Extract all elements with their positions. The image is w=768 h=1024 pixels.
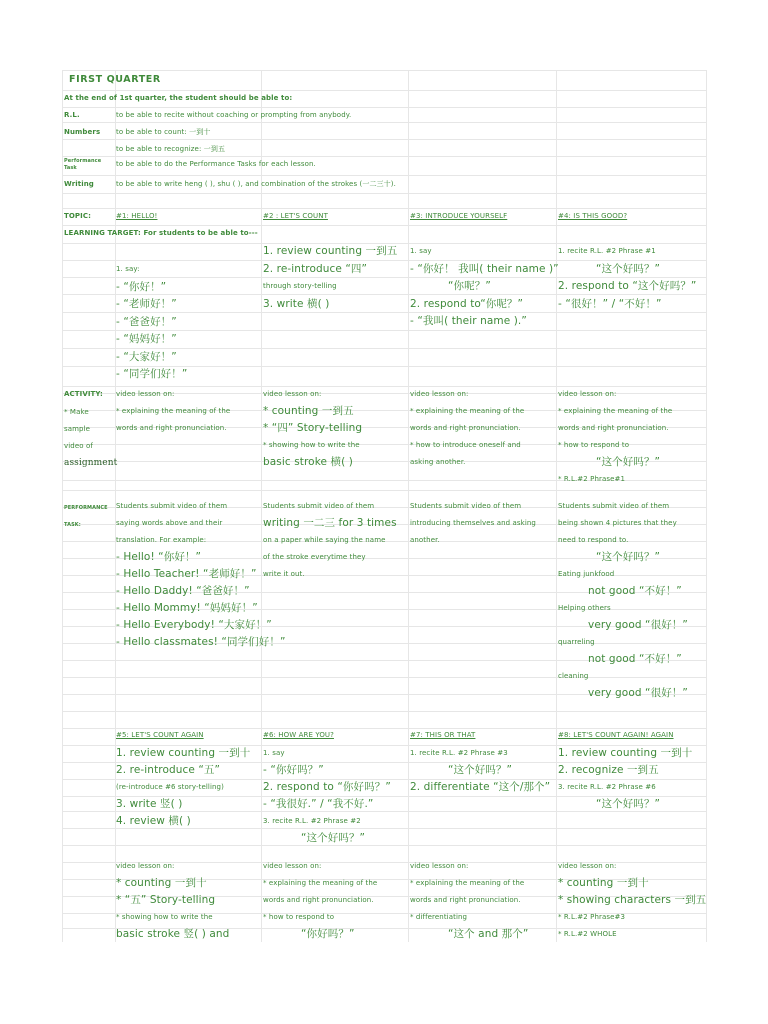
learning-target-item: 1. recite R.L. #2 Phrase #1 (558, 247, 656, 255)
learning-target-item: 2. re-introduce “四” (263, 262, 368, 275)
performance-item: Eating junkfood (558, 570, 615, 578)
performance-item: - Hello Everybody! “大家好！” (116, 619, 272, 631)
activity-item: * R.L.#2 Phrase#3 (558, 913, 626, 921)
learning-target-item: 2. respond to “你好吗？” (263, 781, 391, 793)
objective-label: Numbers (64, 128, 101, 136)
learning-target-item: through story-telling (263, 282, 337, 290)
activity-item: words and right pronunciation. (410, 424, 521, 432)
activity-item: * explaining the meaning of the (263, 879, 378, 887)
topic-title: #3: INTRODUCE YOURSELF (410, 212, 508, 220)
learning-target-item: 1. say (410, 247, 432, 255)
learning-target-item: - “我很好.” / “我不好.” (263, 798, 374, 810)
learning-target-item: - “你好！” (116, 280, 167, 293)
activity-item: * showing characters 一到五 (558, 894, 707, 906)
activity-item: video lesson on: (263, 390, 322, 398)
learning-target-item: - “妈妈好！” (116, 333, 177, 345)
learning-target-label: LEARNING TARGET: For students to be able to--- (64, 229, 258, 237)
activity-side-note: sample (64, 425, 91, 433)
learning-target-item: - “我叫( their name ).” (410, 315, 527, 327)
performance-item: very good “很好！” (588, 687, 688, 699)
activity-item: basic stroke 横( ) (263, 456, 353, 468)
activity-item: video lesson on: (410, 390, 469, 398)
performance-item: not good “不好！” (588, 585, 682, 597)
learning-target-item: “这个好吗？” (596, 798, 661, 810)
objective-text: to be able to recognize: 一到五 (116, 145, 226, 153)
activity-item: * differentiating (410, 913, 468, 921)
learning-target-item: 1. say (263, 749, 285, 757)
learning-target-item: - “爸爸好！” (116, 315, 177, 328)
activity-item: video lesson on: (558, 390, 617, 398)
performance-item: - Hello classmates! “同学们好！” (116, 636, 286, 648)
activity-item: “这个好吗？” (596, 456, 661, 468)
performance-item: introducing themselves and asking (410, 519, 536, 527)
performance-item: cleaning (558, 672, 589, 680)
activity-item: * counting 一到十 (558, 877, 649, 889)
page-title: FIRST QUARTER (69, 74, 161, 85)
activity-item: * showing how to write the (263, 441, 360, 449)
learning-target-item: - “老师好！” (116, 298, 177, 310)
performance-item: “这个好吗？” (596, 551, 661, 563)
objective-text: to be able to do the Performance Tasks for each lesson. (116, 160, 316, 168)
learning-target-item: 2. re-introduce “五” (116, 764, 221, 776)
learning-target-item: - “很好！” / “不好！” (558, 297, 662, 310)
grid-row-line (62, 490, 706, 491)
activity-item: * how to respond to (263, 913, 335, 921)
learning-target-item: - “你好吗？” (263, 764, 324, 776)
learning-target-item: 1. recite R.L. #2 Phrase #3 (410, 749, 508, 757)
performance-item: need to respond to. (558, 536, 629, 544)
grid-col-line (706, 70, 707, 942)
learning-target-item: 4. review 横( ) (116, 815, 191, 827)
learning-target-item: 2. respond to “这个好吗？” (558, 280, 697, 292)
learning-target-item: 2. differentiate “这个/那个” (410, 781, 551, 793)
activity-label: ACTIVITY: (64, 390, 103, 398)
learning-target-item: - “大家好！” (116, 350, 177, 363)
grid-row-line (62, 193, 706, 194)
activity-item: * R.L.#2 WHOLE (558, 930, 617, 938)
performance-item: another. (410, 536, 440, 544)
learning-target-item: “你呢？” (448, 280, 491, 292)
performance-label: PERFORMANCE (64, 505, 108, 511)
learning-target-item: 3. recite R.L. #2 Phrase #2 (263, 817, 361, 825)
topic-title: #1: HELLO! (116, 212, 158, 220)
activity-item: video lesson on: (263, 862, 322, 870)
learning-target-item: 1. say: (116, 265, 140, 273)
activity-item: “这个 and 那个” (448, 928, 529, 940)
activity-item: words and right pronunciation. (263, 896, 374, 904)
performance-item: Students submit video of them (116, 502, 228, 510)
performance-item: translation. For example: (116, 536, 207, 544)
learning-target-item: 3. write 横( ) (263, 297, 330, 310)
activity-item: * how to respond to (558, 441, 630, 449)
learning-target-item: 3. recite R.L. #2 Phrase #6 (558, 783, 656, 791)
topic-title: #2 : LET'S COUNT (263, 212, 328, 220)
performance-item: - Hello Mommy! “妈妈好！” (116, 602, 258, 614)
performance-item: Helping others (558, 604, 611, 612)
activity-item: video lesson on: (558, 862, 617, 870)
performance-item: very good “很好！” (588, 619, 688, 631)
performance-item: saying words above and their (116, 519, 223, 527)
intro-text: At the end of 1st quarter, the student should be able to: (64, 94, 293, 102)
activity-item: words and right pronunciation. (410, 896, 521, 904)
activity-item: * counting 一到五 (263, 405, 354, 417)
learning-target-item: - “你好！ 我叫( their name )” (410, 262, 559, 275)
activity-item: words and right pronunciation. (116, 424, 227, 432)
activity-item: * showing how to write the (116, 913, 213, 921)
learning-target-item: “这个好吗？” (301, 832, 366, 844)
performance-item: not good “不好！” (588, 653, 682, 665)
activity-side-note: assignment (64, 458, 118, 468)
learning-target-item: 2. recognize 一到五 (558, 764, 659, 776)
activity-item: basic stroke 竖( ) and (116, 928, 230, 940)
learning-target-item: 1. review counting 一到五 (263, 245, 398, 257)
activity-item: * explaining the meaning of the (410, 879, 525, 887)
activity-side-note: video of (64, 442, 93, 450)
performance-item: - Hello Daddy! “爸爸好！” (116, 585, 250, 597)
performance-item: Students submit video of them (558, 502, 670, 510)
performance-label-2: TASK: (64, 522, 81, 528)
activity-item: * explaining the meaning of the (558, 407, 673, 415)
grid-row-line (62, 845, 706, 846)
performance-item: - Hello! “你好！” (116, 551, 202, 563)
performance-item: - Hello Teacher! “老师好！” (116, 568, 257, 580)
activity-item: video lesson on: (410, 862, 469, 870)
grid-row-line (62, 711, 706, 712)
activity-item: words and right pronunciation. (558, 424, 669, 432)
activity-item: “你好吗？” (301, 928, 355, 940)
topic-title: #5: LET'S COUNT AGAIN (116, 731, 204, 739)
topic-title: #6: HOW ARE YOU? (263, 731, 334, 739)
performance-item: write it out. (263, 570, 305, 578)
learning-target-item: “这个好吗？” (448, 764, 513, 776)
learning-target-item: 2. respond to“你呢？” (410, 297, 524, 310)
performance-item: being shown 4 pictures that they (558, 519, 677, 527)
worksheet (62, 70, 706, 942)
activity-item: asking another. (410, 458, 466, 466)
performance-item: of the stroke everytime they (263, 553, 366, 561)
activity-item: * “五” Story-telling (116, 894, 216, 906)
objective-label: Writing (64, 180, 94, 188)
activity-side-note: * Make (64, 408, 89, 416)
learning-target-item: (re-introduce #6 story-telling) (116, 783, 224, 791)
activity-item: video lesson on: (116, 862, 175, 870)
activity-item: * explaining the meaning of the (116, 407, 231, 415)
performance-item: Students submit video of them (410, 502, 522, 510)
learning-target-item: 3. write 竖( ) (116, 798, 183, 810)
activity-item: * counting 一到十 (116, 877, 207, 889)
topic-title: #8: LET'S COUNT AGAIN! AGAIN (558, 731, 674, 739)
topic-title: #4: IS THIS GOOD? (558, 212, 628, 220)
objective-text: to be able to write heng ( ), shu ( ), and combination of the strokes (一二三十). (116, 180, 396, 188)
performance-item: Students submit video of them (263, 502, 375, 510)
objective-text: to be able to recite without coaching or prompting from anybody. (116, 111, 352, 119)
objective-label: Performance Task (64, 158, 102, 171)
activity-item: * explaining the meaning of the (410, 407, 525, 415)
performance-item: writing 一二三 for 3 times (263, 517, 397, 529)
learning-target-item: 1. review counting 一到十 (116, 747, 251, 759)
learning-target-item: “这个好吗？” (596, 262, 661, 275)
learning-target-item: 1. review counting 一到十 (558, 747, 693, 759)
topic-label: TOPIC: (64, 212, 91, 220)
objective-label: R.L. (64, 111, 80, 119)
activity-item: video lesson on: (116, 390, 175, 398)
activity-item: * R.L.#2 Phrase#1 (558, 475, 626, 483)
activity-item: * “四” Story-telling (263, 422, 363, 434)
activity-item: * how to introduce oneself and (410, 441, 521, 449)
performance-item: quarreling (558, 638, 595, 646)
learning-target-item: - “同学们好！” (116, 368, 188, 380)
performance-item: on a paper while saying the name (263, 536, 386, 544)
topic-title: #7: THIS OR THAT (410, 731, 476, 739)
objective-text: to be able to count: 一到十 (116, 128, 211, 136)
grid-row-line (62, 677, 706, 678)
